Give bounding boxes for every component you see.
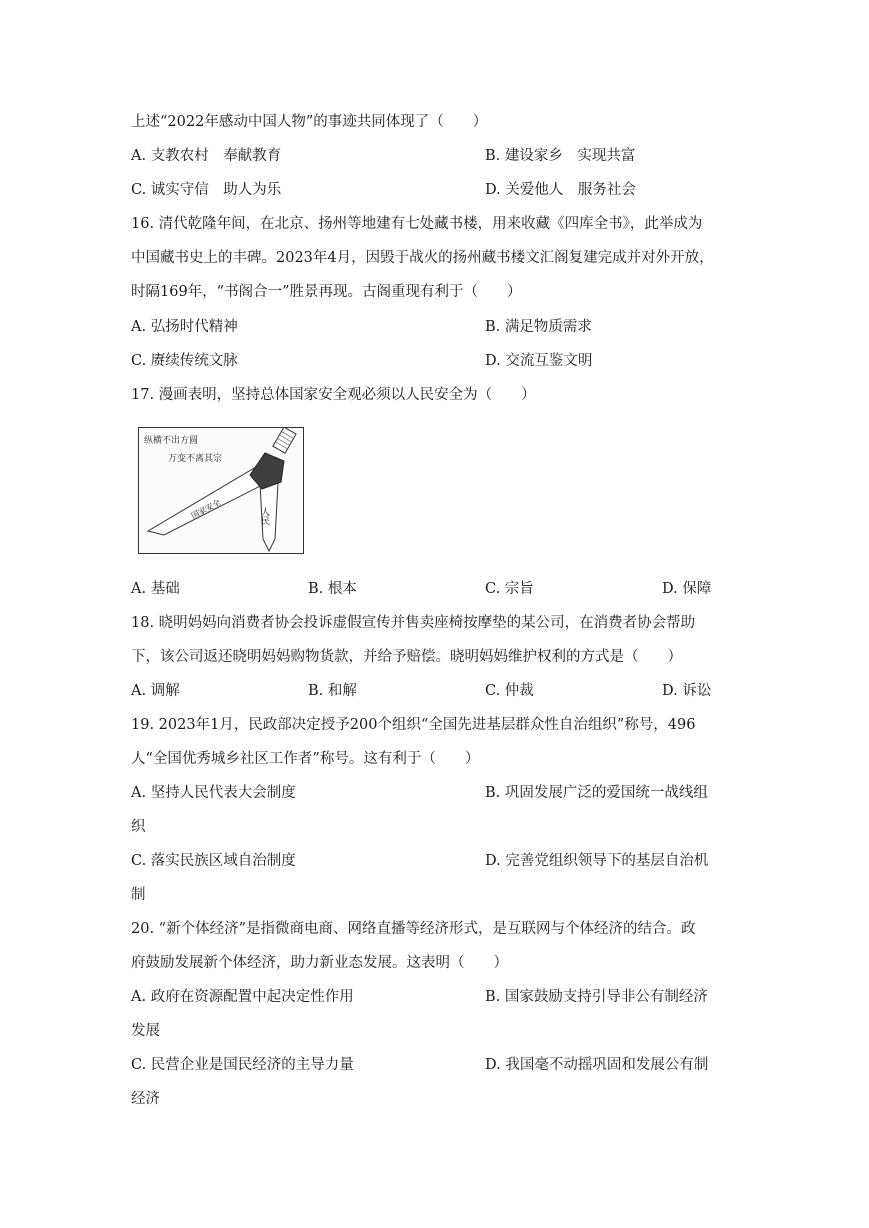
q17-stem: 17. 漫画表明，坚持总体国家安全观必须以人民安全为（ ）	[131, 387, 536, 403]
q19-stem-line-2: 人“全国优秀城乡社区工作者”称号。这有利于（ ）	[131, 751, 480, 767]
q20-stem-line-2: 府鼓励发展新个体经济，助力新业态发展。这表明（ ）	[131, 955, 508, 971]
q15-stem: 上述“2022年感动中国人物”的事迹共同体现了（ ）	[131, 114, 488, 130]
compass-cartoon	[138, 427, 304, 554]
q19-option-d-wrap: 制	[131, 887, 146, 903]
q16-stem-line-2: 中国藏书史上的丰碑。2023年4月，因毁于战火的扬州藏书楼文汇阁复建完成并对外开放，	[131, 250, 714, 266]
q19-option-a[interactable]: A. 坚持人民代表大会制度	[131, 785, 296, 801]
q20-option-b-wrap: 发展	[131, 1023, 160, 1039]
q20-option-c[interactable]: C. 民营企业是国民经济的主导力量	[131, 1057, 354, 1073]
cartoon-caption-2: 万变不离其宗	[168, 454, 223, 464]
q20-option-b[interactable]: B. 国家鼓励支持引导非公有制经济	[485, 989, 708, 1005]
q19-option-c[interactable]: C. 落实民族区域自治制度	[131, 853, 296, 869]
q15-option-a[interactable]: A. 支教农村 奉献教育	[131, 148, 282, 164]
q18-option-a[interactable]: A. 调解	[131, 683, 180, 699]
q16-stem-line-3: 时隔169年，“书阁合一”胜景再现。古阁重现有利于（ ）	[131, 284, 522, 300]
q16-option-a[interactable]: A. 弘扬时代精神	[131, 319, 238, 335]
q17-option-c[interactable]: C. 宗旨	[485, 581, 534, 597]
q20-option-d[interactable]: D. 我国毫不动摇巩固和发展公有制	[485, 1057, 709, 1073]
q20-option-d-wrap: 经济	[131, 1091, 160, 1107]
q15-option-b[interactable]: B. 建设家乡 实现共富	[485, 148, 636, 164]
q17-option-a[interactable]: A. 基础	[131, 581, 180, 597]
q16-option-d[interactable]: D. 交流互鉴文明	[485, 353, 593, 369]
leg-right-label: 人民	[259, 507, 269, 525]
q19-option-d[interactable]: D. 完善党组织领导下的基层自治机	[485, 853, 709, 869]
q18-stem-line-2: 下，该公司返还晓明妈妈购物货款，并给予赔偿。晓明妈妈维护权利的方式是（ ）	[131, 649, 682, 665]
q19-option-b[interactable]: B. 巩固发展广泛的爱国统一战线组	[485, 785, 708, 801]
q16-option-b[interactable]: B. 满足物质需求	[485, 319, 592, 335]
q18-stem-line-1: 18. 晓明妈妈向消费者协会投诉虚假宣传并售卖座椅按摩垫的某公司，在消费者协会帮助	[131, 615, 696, 631]
cartoon-caption-1: 纵横不出方圆	[144, 436, 199, 446]
q18-option-b[interactable]: B. 和解	[308, 683, 357, 699]
q18-option-c[interactable]: C. 仲裁	[485, 683, 534, 699]
q16-option-c[interactable]: C. 赓续传统文脉	[131, 353, 238, 369]
q19-stem-line-1: 19. 2023年1月，民政部决定授予200个组织“全国先进基层群众性自治组织”称号，496	[131, 717, 696, 733]
q15-option-c[interactable]: C. 诚实守信 助人为乐	[131, 182, 282, 198]
q20-stem-line-1: 20. “新个体经济”是指微商电商、网络直播等经济形式，是互联网与个体经济的结合。政	[131, 921, 696, 937]
q19-option-b-wrap: 织	[131, 819, 146, 835]
q20-option-a[interactable]: A. 政府在资源配置中起决定性作用	[131, 989, 354, 1005]
q18-option-d[interactable]: D. 诉讼	[662, 683, 712, 699]
q17-option-d[interactable]: D. 保障	[662, 581, 712, 597]
leg-left-label: 国家安全	[189, 497, 223, 521]
q15-option-d[interactable]: D. 关爱他人 服务社会	[485, 182, 636, 198]
q17-option-b[interactable]: B. 根本	[308, 581, 357, 597]
q16-stem-line-1: 16. 清代乾隆年间，在北京、扬州等地建有七处藏书楼，用来收藏《四库全书》，此举成为	[131, 216, 703, 232]
